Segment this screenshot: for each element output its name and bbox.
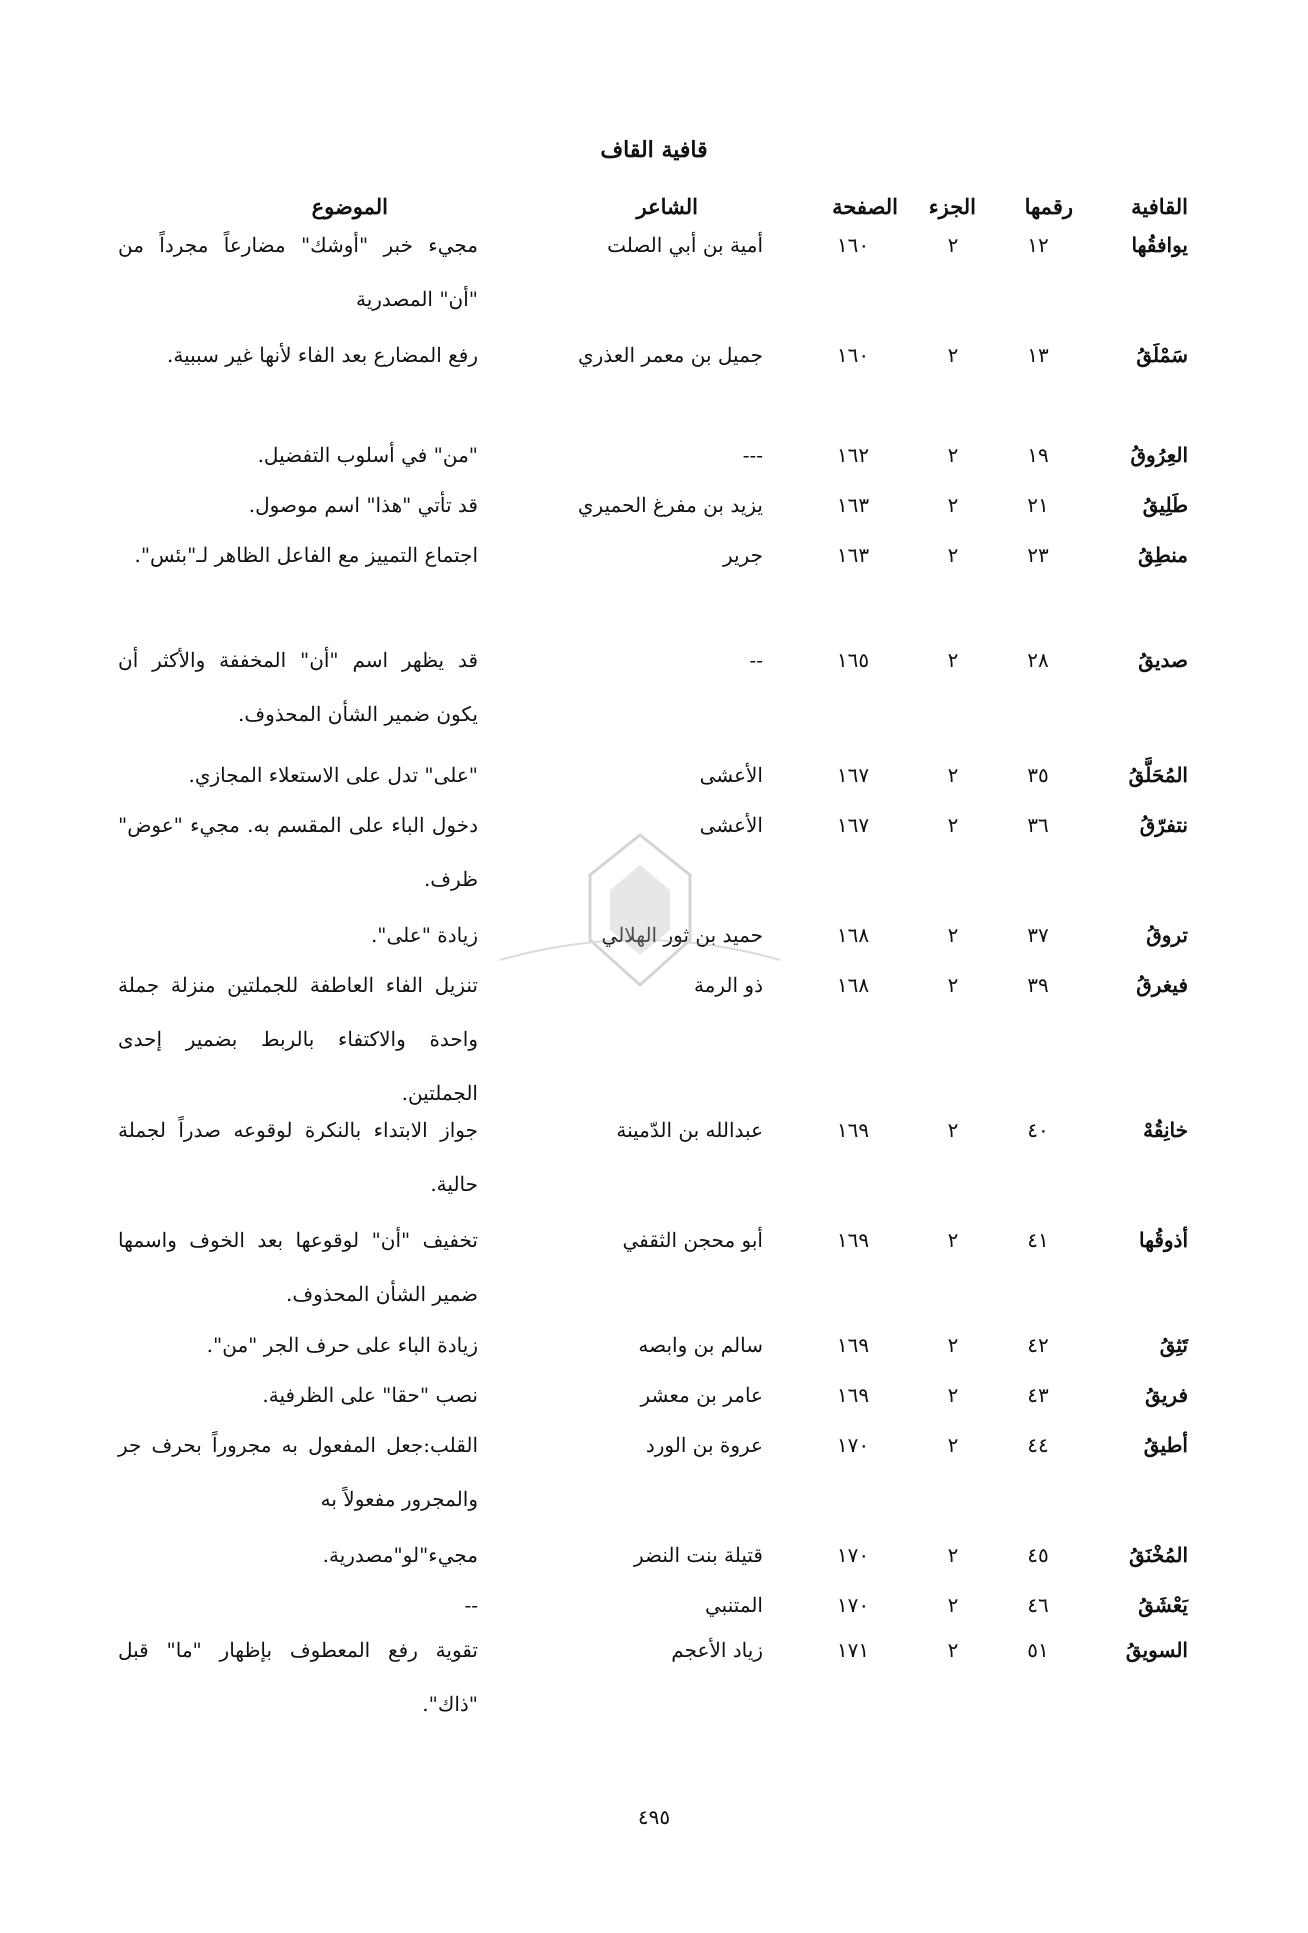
part-cell: ٢ [947, 813, 959, 837]
poet-cell: -- [749, 648, 763, 672]
header-number: رقمها [1024, 194, 1073, 219]
number-cell: ٤١ [1027, 1228, 1049, 1252]
topic-cell: دخول الباء على المقسم به. مجيء "عوض" ظرف. [118, 813, 478, 891]
number-cell: ٤٥ [1027, 1543, 1049, 1567]
poet-cell: زياد الأعجم [671, 1638, 763, 1662]
poet-cell: --- [742, 443, 763, 467]
poet-cell: سالم بن وابصه [638, 1333, 763, 1357]
page-cell: ١٧١ [836, 1638, 870, 1662]
number-cell: ٢٣ [1027, 543, 1049, 567]
rhyme-cell: منطِقُ [1138, 543, 1188, 567]
poet-cell: يزيد بن مفرغ الحميري [577, 493, 763, 517]
topic-cell: جواز الابتداء بالنكرة لوقوعه صدراً لجملة حالية. [118, 1118, 478, 1196]
page-cell: ١٦٨ [836, 923, 870, 947]
number-cell: ٤٣ [1027, 1383, 1049, 1407]
rhyme-cell: فريقُ [1145, 1383, 1188, 1407]
topic-cell: مجيء خبر "أوشك" مضارعاً مجرداً من "أن" المصدرية [118, 233, 478, 311]
header-poet: الشاعر [636, 194, 698, 219]
topic-cell: قد يظهر اسم "أن" المخففة والأكثر أن يكون ضمير الشأن المحذوف. [118, 648, 478, 726]
header-page: الصفحة [832, 194, 898, 219]
number-cell: ١٣ [1027, 343, 1049, 367]
poet-cell: عبدالله بن الدّمينة [616, 1118, 763, 1142]
page-number: ٤٩٥ [637, 1805, 671, 1829]
topic-cell: القلب:جعل المفعول به مجروراً بحرف جر والمجرور مفعولاً به [118, 1433, 478, 1511]
number-cell: ١٢ [1027, 233, 1049, 257]
header-topic: الموضوع [311, 194, 388, 219]
topic-cell: تقوية رفع المعطوف بإظهار "ما" قبل "ذاك". [118, 1638, 478, 1716]
rhyme-cell: خانِقُهْ [1143, 1118, 1188, 1142]
rhyme-cell: فيغرقُ [1136, 973, 1188, 997]
rhyme-cell: المُخْنَقُ [1129, 1543, 1188, 1567]
part-cell: ٢ [947, 648, 959, 672]
number-cell: ٤٢ [1027, 1333, 1049, 1357]
topic-cell: تخفيف "أن" لوقوعها بعد الخوف واسمها ضمير الشأن المحذوف. [118, 1228, 478, 1306]
page-cell: ١٦٠ [836, 233, 870, 257]
page-cell: ١٦٨ [836, 973, 870, 997]
part-cell: ٢ [947, 1543, 959, 1567]
page-cell: ١٦٩ [836, 1228, 870, 1252]
rhyme-cell: صديقُ [1138, 648, 1188, 672]
header-rhyme: القافية [1131, 194, 1188, 219]
part-cell: ٢ [947, 493, 959, 517]
poet-cell: ذو الرمة [693, 973, 763, 997]
poet-cell: الأعشى [699, 763, 763, 787]
page-cell: ١٧٠ [836, 1543, 870, 1567]
rhyme-cell: يَعْشَقُ [1138, 1593, 1188, 1617]
poet-cell: المتنبي [705, 1593, 763, 1617]
rhyme-cell: يوافقُها [1131, 233, 1188, 257]
page-cell: ١٦٣ [836, 493, 870, 517]
number-cell: ٣٧ [1027, 923, 1049, 947]
number-cell: ٣٦ [1027, 813, 1049, 837]
number-cell: ١٩ [1027, 443, 1049, 467]
part-cell: ٢ [947, 1333, 959, 1357]
part-cell: ٢ [947, 763, 959, 787]
rhyme-cell: سَمْلَقُ [1136, 343, 1188, 367]
header-part: الجزء [928, 194, 976, 219]
page-cell: ١٦٧ [836, 763, 870, 787]
watermark-seal-icon [490, 820, 790, 1020]
page-cell: ١٦٢ [836, 443, 870, 467]
topic-cell: مجيء"لو"مصدرية. [322, 1543, 478, 1567]
rhyme-cell: تَثِقُ [1159, 1333, 1188, 1357]
poet-cell: الأعشى [699, 813, 763, 837]
rhyme-cell: أطيقُ [1143, 1433, 1188, 1457]
part-cell: ٢ [947, 543, 959, 567]
poet-cell: قتيلة بنت النضر [634, 1543, 763, 1567]
part-cell: ٢ [947, 1118, 959, 1142]
part-cell: ٢ [947, 973, 959, 997]
page-cell: ١٦٩ [836, 1118, 870, 1142]
number-cell: ٥١ [1027, 1638, 1049, 1662]
rhyme-cell: تروقُ [1146, 923, 1188, 947]
topic-cell: تنزيل الفاء العاطفة للجملتين منزلة جملة واحدة والاكتفاء بالربط بضمير إحدى الجملتين. [118, 973, 478, 1105]
poet-cell: عروة بن الورد [645, 1433, 763, 1457]
topic-cell: "على" تدل على الاستعلاء المجازي. [188, 763, 478, 787]
number-cell: ٢٨ [1027, 648, 1049, 672]
number-cell: ٤٤ [1027, 1433, 1049, 1457]
topic-cell: نصب "حقا" على الظرفية. [262, 1383, 478, 1407]
part-cell: ٢ [947, 233, 959, 257]
topic-cell: زيادة "على". [370, 923, 478, 947]
topic-cell: اجتماع التمييز مع الفاعل الظاهر لـ"بئس". [134, 543, 478, 567]
number-cell: ٣٥ [1027, 763, 1049, 787]
part-cell: ٢ [947, 343, 959, 367]
poet-cell: جرير [723, 543, 763, 567]
part-cell: ٢ [947, 1383, 959, 1407]
part-cell: ٢ [947, 1228, 959, 1252]
rhyme-cell: طَلِيقُ [1142, 493, 1188, 517]
number-cell: ٢١ [1027, 493, 1049, 517]
page-cell: ١٦٩ [836, 1333, 870, 1357]
part-cell: ٢ [947, 1433, 959, 1457]
part-cell: ٢ [947, 1638, 959, 1662]
number-cell: ٤٠ [1027, 1118, 1049, 1142]
topic-cell: -- [464, 1593, 478, 1617]
page-cell: ١٦٩ [836, 1383, 870, 1407]
page-title: قافية القاف [600, 137, 708, 163]
poet-cell: أمية بن أبي الصلت [607, 233, 763, 257]
rhyme-cell: أذوقُها [1139, 1228, 1188, 1252]
number-cell: ٣٩ [1027, 973, 1049, 997]
part-cell: ٢ [947, 923, 959, 947]
topic-cell: "من" في أسلوب التفضيل. [257, 443, 478, 467]
topic-cell: زيادة الباء على حرف الجر "من". [206, 1333, 478, 1357]
number-cell: ٤٦ [1027, 1593, 1049, 1617]
page-cell: ١٦٠ [836, 343, 870, 367]
page-cell: ١٧٠ [836, 1433, 870, 1457]
part-cell: ٢ [947, 443, 959, 467]
rhyme-cell: العِرُوقُ [1130, 443, 1188, 467]
page-cell: ١٦٥ [836, 648, 870, 672]
topic-cell: رفع المضارع بعد الفاء لأنها غير سببية. [167, 343, 478, 367]
part-cell: ٢ [947, 1593, 959, 1617]
page-cell: ١٦٣ [836, 543, 870, 567]
rhyme-cell: نتفرّقُ [1139, 813, 1188, 837]
rhyme-cell: المُحَلَّقُ [1128, 763, 1188, 787]
poet-cell: حميد بن ثور الهلالي [601, 923, 763, 947]
poet-cell: عامر بن معشر [640, 1383, 763, 1407]
page-cell: ١٦٧ [836, 813, 870, 837]
poet-cell: أبو محجن الثقفي [622, 1228, 763, 1252]
rhyme-cell: السويقُ [1125, 1638, 1188, 1662]
poet-cell: جميل بن معمر العذري [577, 343, 763, 367]
topic-cell: قد تأتي "هذا" اسم موصول. [248, 493, 478, 517]
page-cell: ١٧٠ [836, 1593, 870, 1617]
